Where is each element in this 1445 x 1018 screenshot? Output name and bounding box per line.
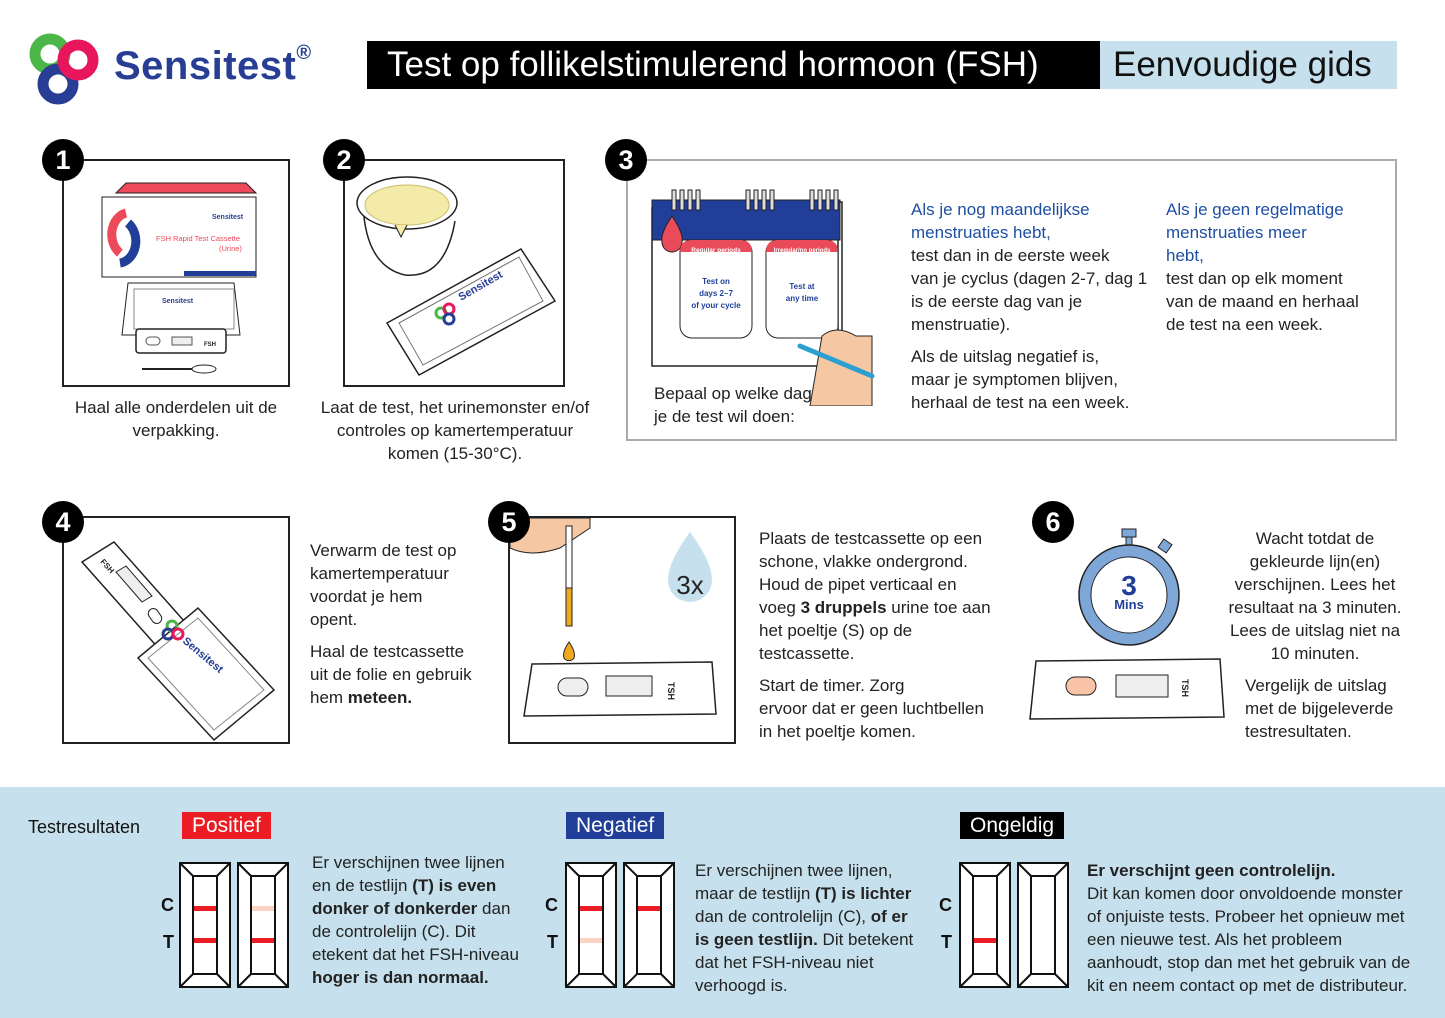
step-6-compare-text (1245, 674, 1425, 743)
caption-line: komen (15-30°C). (387, 444, 523, 463)
text-line: Haal de testcassette (310, 642, 465, 661)
text-line: gekleurde lijn(en) (1249, 552, 1381, 571)
step-6-text (1215, 527, 1415, 665)
text-line: Er verschijnen twee lijnen, (695, 861, 893, 880)
step-4-illustration (62, 516, 290, 744)
text-line: Vergelijk de uitslag (1245, 676, 1387, 695)
text-line: Plaats de testcassette op een (759, 529, 983, 548)
text-span: en de testlijn (312, 876, 413, 895)
svg-text:Regular periods: Regular periods (691, 247, 741, 254)
text-line (695, 905, 930, 928)
emphasis-text: hoger is dan normaal. (312, 968, 489, 987)
t-line-label: T (941, 932, 952, 952)
emphasis-text: (T) is even (412, 876, 497, 895)
negative-strips-icon (565, 862, 675, 988)
step-5-illustration (508, 516, 736, 744)
text-line: kamertemperatuur (310, 564, 449, 583)
text-line: Wacht totdat de (1255, 529, 1375, 548)
pipette-drop-icon (510, 518, 734, 742)
text-line: Er verschijnen twee lijnen (312, 853, 505, 872)
brand-name: Sensitest (114, 44, 297, 88)
text-line: in het poeltje komen. (759, 722, 916, 741)
invalid-strips-icon (959, 862, 1069, 988)
text-line: aanhoudt, stop dan met het gebruik van de (1087, 953, 1411, 972)
emphasis-text: (T) is lichter (815, 884, 912, 903)
text-line: Verwarm de test op (310, 541, 457, 560)
emphasis-text: donker of donkerder (312, 899, 478, 918)
text-line: een nieuwe test. Als het probleem (1087, 930, 1343, 949)
t-line-label: T (547, 932, 558, 952)
text-span: hem (310, 688, 348, 707)
positive-tag: Positief (182, 812, 271, 839)
svg-text:Sensitest: Sensitest (212, 214, 244, 221)
text-line (312, 897, 537, 920)
step-4-text (310, 539, 490, 709)
text-line: het poeltje (S) op de (759, 621, 913, 640)
text-line (759, 596, 1009, 619)
invalid-description (1087, 859, 1437, 997)
text-line: Dit kan komen door onvoldoende monster (1087, 884, 1403, 903)
note-line: maar je symptomen blijven, (911, 370, 1118, 389)
step-1-caption (40, 396, 312, 442)
t-line-label: T (163, 932, 174, 952)
svg-text:(Urine): (Urine) (219, 244, 242, 253)
c-line-label: C (545, 895, 558, 915)
c-line-label: C (939, 895, 952, 915)
test-kit-contents-icon (64, 161, 288, 385)
text-line: voordat je hem (310, 587, 423, 606)
body-line: is de eerste dag van je (911, 292, 1083, 311)
body-line: van je cyclus (dagen 2-7, dag 1 (911, 269, 1148, 288)
text-line (695, 928, 930, 951)
caption-line: Laat de test, het urinemonster en/of (320, 398, 590, 417)
caption-line: controles op kamertemperatuur (336, 421, 574, 440)
svg-text:TSH: TSH (1180, 679, 1190, 697)
sensitest-rings-icon (28, 30, 108, 110)
text-line: Start de timer. Zorg (759, 676, 905, 695)
step-2-illustration (343, 159, 565, 387)
text-line: 10 minuten. (1270, 644, 1360, 663)
invalid-tag: Ongeldig (960, 812, 1064, 839)
svg-text:FSH: FSH (98, 557, 116, 576)
text-line: met de bijgeleverde (1245, 699, 1394, 718)
step-1-illustration (62, 159, 290, 387)
emphasis-text: 3 druppels (800, 598, 887, 617)
text-span: dan de controlelijn (C), (695, 907, 871, 926)
step-5-badge: 5 (488, 501, 530, 543)
svg-text:FSH Rapid Test Cassette: FSH Rapid Test Cassette (156, 234, 241, 243)
text-line: verschijnen. Lees het (1234, 575, 1396, 594)
body-line: van de maand en herhaal (1166, 292, 1359, 311)
text-line: verhoogd is. (695, 976, 788, 995)
page-subtitle: Eenvoudige gids (1100, 41, 1397, 89)
emphasis-text: of er (870, 907, 908, 926)
body-line: menstruatie). (911, 315, 1011, 334)
urine-cup-and-pouch-icon (345, 161, 563, 385)
text-line: de controlelijn (C). Dit (312, 922, 476, 941)
step-4-badge: 4 (42, 501, 84, 543)
text-line: resultaat na 3 minuten. (1228, 598, 1402, 617)
text-line: etekent dat het FSH-niveau (312, 945, 519, 964)
svg-text:Sensitest: Sensitest (456, 268, 505, 304)
timer-icon (1028, 525, 1228, 725)
body-line: de test na een week. (1166, 315, 1323, 334)
svg-text:TSH: TSH (666, 682, 676, 700)
heading-line: menstruaties meer (1166, 223, 1307, 242)
positive-strips-icon (179, 862, 289, 988)
invalid-heading: Er verschijnt geen controlelijn. (1087, 861, 1336, 880)
emphasis-text: meteen. (347, 688, 413, 707)
text-line (312, 966, 537, 989)
step-2-badge: 2 (323, 139, 365, 181)
text-line (312, 874, 537, 897)
step-6-badge: 6 (1032, 501, 1074, 543)
text-span: Dit betekent (817, 930, 914, 949)
text-line: testresultaten. (1245, 722, 1352, 741)
text-line: dat het FSH-niveau niet (695, 953, 874, 972)
step-5-text (759, 527, 1009, 743)
text-line (310, 686, 490, 709)
regular-periods-instructions (911, 198, 1161, 414)
text-line: kit en neem contact op met de distributeur. (1087, 976, 1408, 995)
caption-line: Bepaal op welke dag (654, 384, 812, 403)
c-line-label: C (161, 895, 174, 915)
svg-text:Irregular/no periods: Irregular/no periods (773, 248, 831, 254)
text-line: testcassette. (759, 644, 855, 663)
page-title: Test op follikelstimulerend hormoon (FSH) (367, 41, 1100, 89)
heading-line: Als je nog maandelijkse (911, 200, 1090, 219)
svg-text:of your cycle: of your cycle (691, 301, 741, 310)
svg-text:3x: 3x (676, 570, 704, 600)
text-span: urine toe aan (886, 598, 991, 617)
step-3-badge: 3 (605, 139, 647, 181)
negative-tag: Negatief (566, 812, 664, 839)
text-line: opent. (310, 610, 358, 629)
positive-description (312, 851, 537, 989)
svg-text:any time: any time (785, 294, 819, 303)
svg-text:Sensitest: Sensitest (180, 635, 226, 676)
sensitest-logo (28, 30, 338, 110)
svg-text:FSH: FSH (204, 342, 216, 348)
calendar-icon (650, 186, 875, 406)
step-3-caption (654, 382, 814, 428)
svg-text:3: 3 (1121, 570, 1137, 601)
text-span: voeg (759, 598, 801, 617)
irregular-periods-instructions (1166, 198, 1386, 336)
svg-text:days 2–7: days 2–7 (699, 289, 733, 298)
step-2-caption (300, 396, 610, 465)
emphasis-text: is geen testlijn. (695, 930, 818, 949)
text-span: dan (477, 899, 511, 918)
svg-text:Test at: Test at (789, 282, 815, 291)
caption-line: verpakking. (132, 421, 220, 440)
body-line: test dan op elk moment (1166, 269, 1343, 288)
text-span: maar de testlijn (695, 884, 815, 903)
heading-line: Als je geen regelmatige (1166, 200, 1344, 219)
registered-mark: ® (296, 42, 312, 64)
svg-text:Sensitest: Sensitest (162, 298, 194, 305)
caption-line: je de test wil doen: (654, 407, 795, 426)
text-line: schone, vlakke ondergrond. (759, 552, 968, 571)
step-1-badge: 1 (42, 139, 84, 181)
svg-text:Test on: Test on (702, 277, 730, 286)
svg-text:Mins: Mins (1114, 597, 1144, 612)
caption-line: Haal alle onderdelen uit de (74, 398, 278, 417)
text-line: uit de folie en gebruik (310, 665, 472, 684)
results-title: Testresultaten (28, 817, 141, 837)
text-line: Houd de pipet verticaal en (759, 575, 957, 594)
text-line: of onjuiste tests. Probeer het opnieuw met (1087, 907, 1405, 926)
negative-description (695, 859, 930, 997)
heading-line: menstruaties hebt, (911, 223, 1051, 242)
heading-line: hebt, (1166, 246, 1204, 265)
note-line: herhaal de test na een week. (911, 393, 1130, 412)
text-line: Lees de uitslag niet na (1229, 621, 1401, 640)
text-line: ervoor dat er geen luchtbellen (759, 699, 984, 718)
cassette-in-foil-icon (64, 518, 288, 742)
body-line: test dan in de eerste week (911, 246, 1110, 265)
text-line (695, 882, 930, 905)
note-line: Als de uitslag negatief is, (911, 347, 1100, 366)
